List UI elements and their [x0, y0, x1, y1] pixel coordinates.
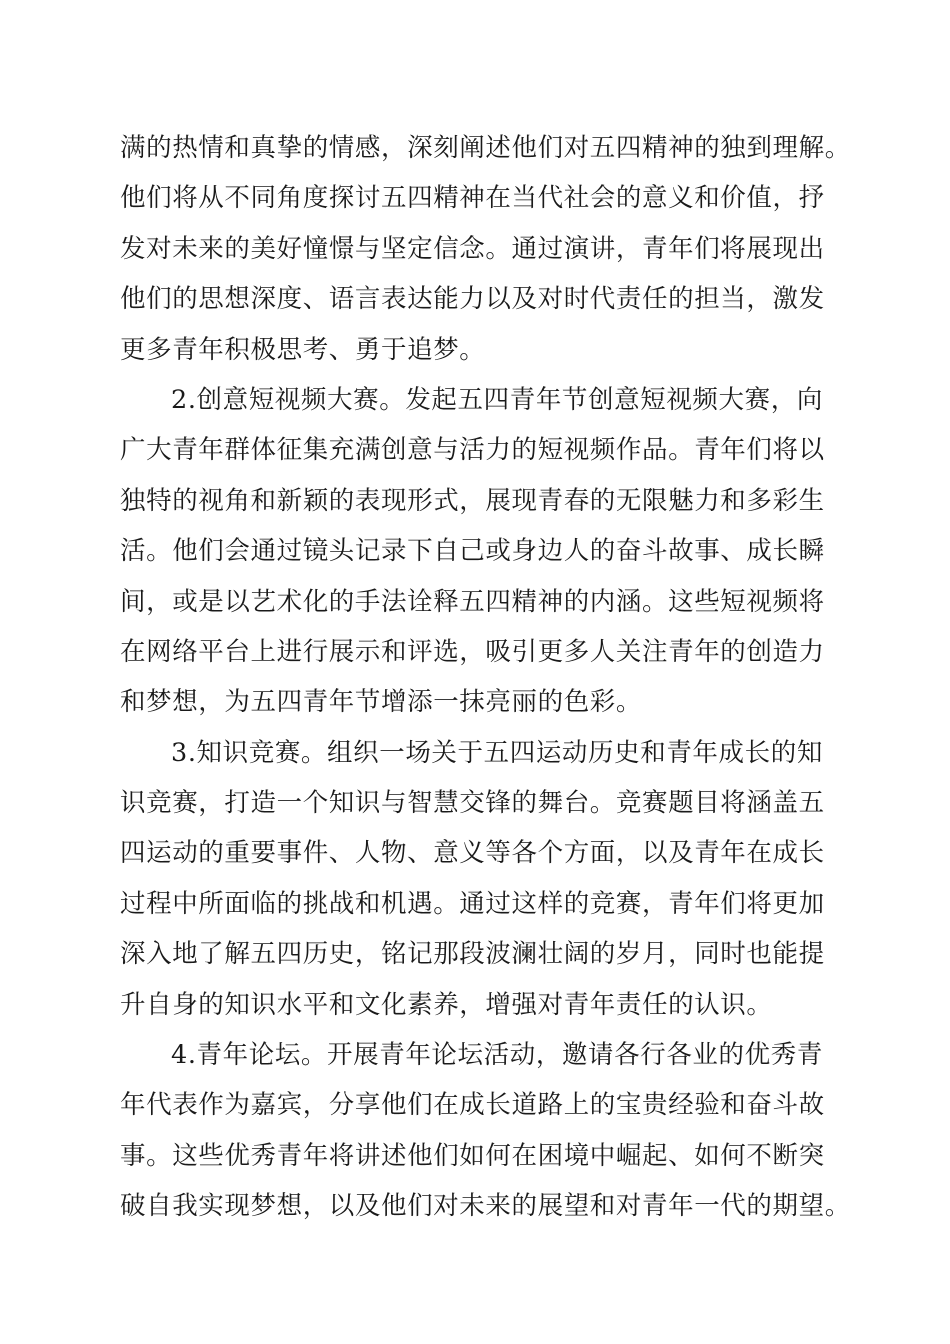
- text-line: 升自身的知识水平和文化素养，增强对青年责任的认识。: [120, 989, 773, 1020]
- paragraph-knowledge-contest: [120, 728, 840, 1030]
- text-line: 破自我实现梦想，以及他们对未来的展望和对青年一代的期望。: [120, 1191, 851, 1222]
- text-line: 和梦想，为五四青年节增添一抹亮丽的色彩。: [120, 687, 643, 718]
- text-line: 他们将从不同角度探讨五四精神在当代社会的意义和价值，抒: [120, 183, 825, 214]
- text-line: 活。他们会通过镜头记录下自己或身边人的奋斗故事、成长瞬: [120, 536, 825, 567]
- text-line: 3.知识竞赛。组织一场关于五四运动历史和青年成长的知: [171, 737, 823, 768]
- paragraph-short-video-contest: [120, 375, 840, 728]
- body-text: [120, 123, 851, 1232]
- text-line: 2.创意短视频大赛。发起五四青年节创意短视频大赛，向: [171, 384, 823, 415]
- text-line: 深入地了解五四历史，铭记那段波澜壮阔的岁月，同时也能提: [120, 939, 825, 970]
- text-line: 四运动的重要事件、人物、意义等各个方面，以及青年在成长: [120, 838, 825, 869]
- text-line: 广大青年群体征集充满创意与活力的短视频作品。青年们将以: [120, 435, 825, 466]
- text-line: 独特的视角和新颖的表现形式，展现青春的无限魅力和多彩生: [120, 485, 825, 516]
- text-line: 过程中所面临的挑战和机遇。通过这样的竞赛，青年们将更加: [120, 888, 825, 919]
- paragraph-speech-contest-continued: [120, 123, 851, 375]
- text-line: 他们的思想深度、语言表达能力以及对时代责任的担当，激发: [120, 284, 825, 315]
- text-line: 间，或是以艺术化的手法诠释五四精神的内涵。这些短视频将: [120, 586, 825, 617]
- text-line: 年代表作为嘉宾，分享他们在成长道路上的宝贵经验和奋斗故: [120, 1090, 825, 1121]
- text-line: 4.青年论坛。开展青年论坛活动，邀请各行各业的优秀青: [171, 1040, 823, 1071]
- paragraph-youth-forum: [120, 1030, 851, 1232]
- text-line: 识竞赛，打造一个知识与智慧交锋的舞台。竞赛题目将涵盖五: [120, 788, 825, 819]
- text-line: 满的热情和真挚的情感，深刻阐述他们对五四精神的独到理解。: [120, 133, 851, 163]
- text-line: 发对未来的美好憧憬与坚定信念。通过演讲，青年们将展现出: [120, 233, 825, 264]
- text-line: 在网络平台上进行展示和评选，吸引更多人关注青年的创造力: [120, 636, 825, 667]
- text-line: 事。这些优秀青年将讲述他们如何在困境中崛起、如何不断突: [120, 1140, 825, 1171]
- text-line: 更多青年积极思考、勇于追梦。: [120, 334, 486, 365]
